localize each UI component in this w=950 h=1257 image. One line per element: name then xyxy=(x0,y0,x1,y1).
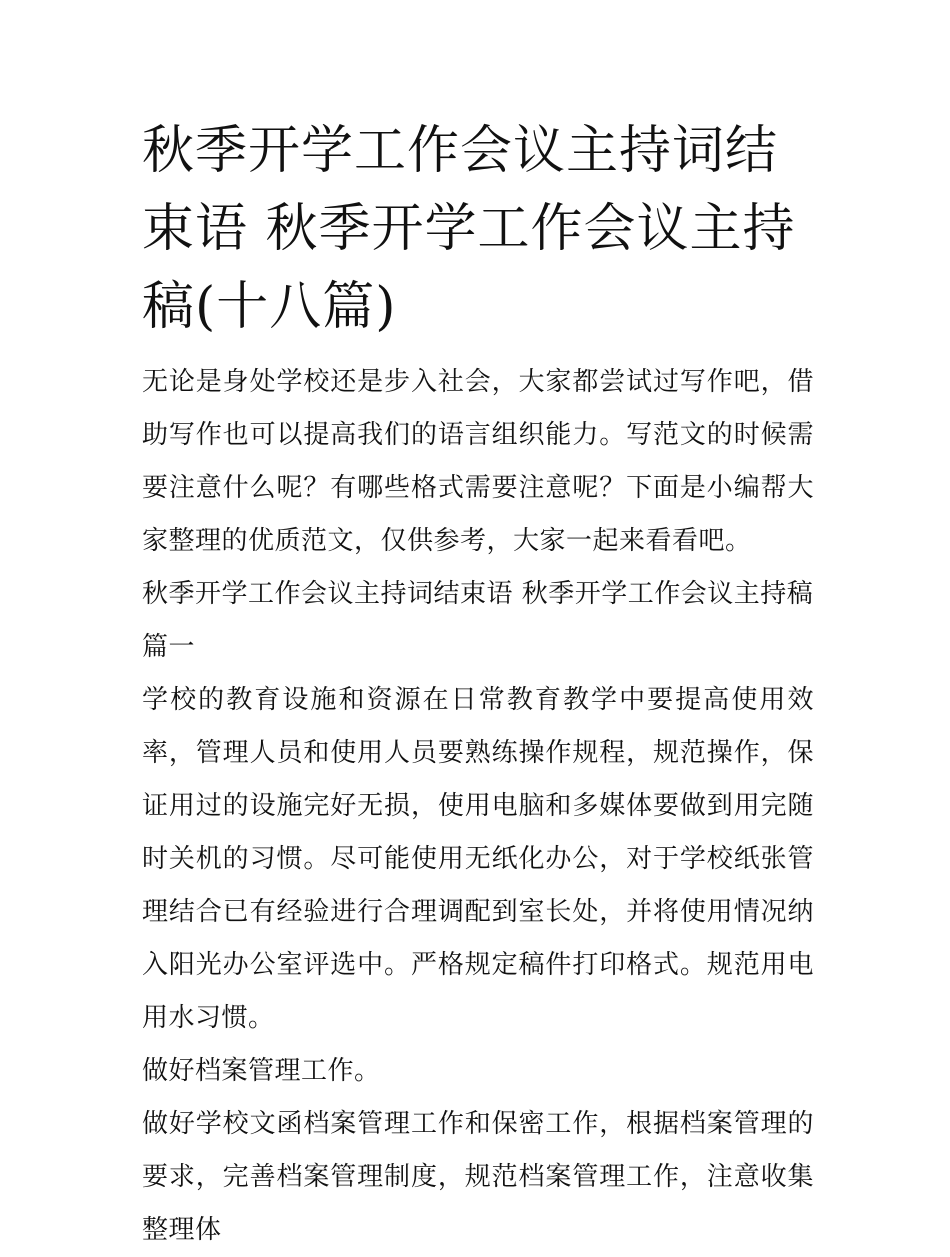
document-title: 秋季开学工作会议主持词结束语 秋季开学工作会议主持稿(十八篇) xyxy=(142,121,796,337)
body-paragraph: 做好学校文函档案管理工作和保密工作，根据档案管理的要求，完善档案管理制度，规范档案管理工作，注意收集整理体 xyxy=(142,1109,814,1245)
body-paragraph: 做好档案管理工作。 xyxy=(142,1056,381,1086)
intro-paragraph: 无论是身处学校还是步入社会，大家都尝试过写作吧，借助写作也可以提高我们的语言组织能力。写范文的时候需要注意什么呢？有哪些格式需要注意呢？下面是小编帮大家整理的优质范文，仅供参考，大家一起来看看吧。 xyxy=(142,367,814,556)
body-paragraph: 学校的教育设施和资源在日常教育教学中要提高使用效率，管理人员和使用人员要熟练操作规程，规范操作，保证用过的设施完好无损，使用电脑和多媒体要做到用完随时关机的习惯。尽可能使用无纸化办公，对于学校纸张管理结合已有经验进行合理调配到室长处，并将使用情况纳入阳光办公室评选中。严格规定稿件打印格式。规范用电用水习惯。 xyxy=(142,685,814,1033)
section-heading: 秋季开学工作会议主持词结束语 秋季开学工作会议主持稿篇一 xyxy=(142,579,814,662)
document-body xyxy=(142,112,814,1257)
